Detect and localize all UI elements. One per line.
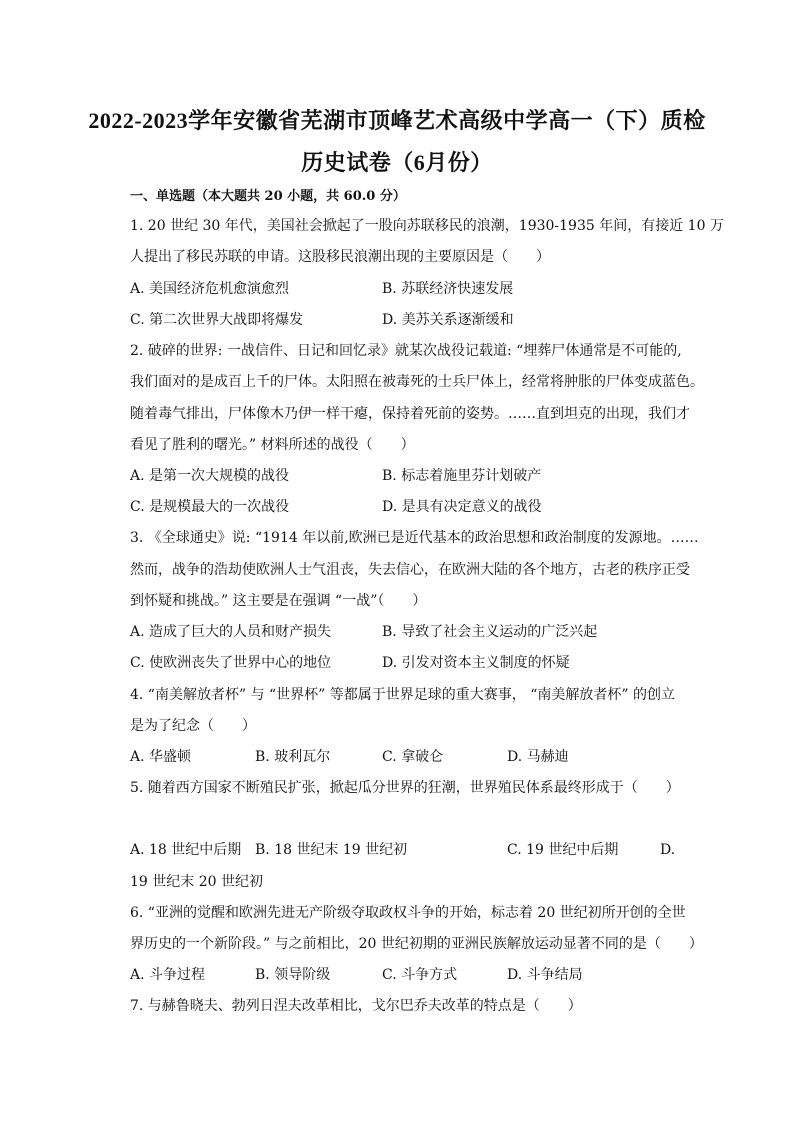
question-1-line-2: 人提出了移民苏联的申请。这股移民浪潮出现的主要原因是（ ）	[130, 249, 550, 265]
question-4-line-2: 是为了纪念（ ）	[130, 718, 256, 734]
question-1-option-d: D. 美苏关系逐渐缓和	[382, 312, 514, 328]
question-5-option-d-text: 19 世纪末 20 世纪初	[130, 874, 263, 890]
question-4-option-b: B. 玻利瓦尔	[255, 749, 331, 765]
question-5-line-1: 5. 随着西方国家不断殖民扩张，掀起瓜分世界的狂潮，世界殖民体系最终形成于（ ）	[130, 780, 680, 796]
question-3-line-2: 然而，战争的浩劫使欧洲人士气沮丧，失去信心，在欧洲大陆的各个地方，古老的秩序正受	[130, 562, 690, 578]
question-6-option-c: C. 斗争方式	[382, 967, 458, 983]
question-3-line-1: 3. 《全球通史》说: “1914 年以前,欧洲已是近代基本的政治思想和政治制度的发源地。……	[130, 530, 699, 546]
question-6-option-a: A. 斗争过程	[130, 967, 206, 983]
question-2-line-4: 看见了胜利的曙光。” 材料所述的战役（ ）	[130, 437, 415, 453]
question-4-option-c: C. 拿破仑	[382, 749, 444, 765]
question-6-line-1: 6. “亚洲的觉醒和欧洲先进无产阶级夺取政权斗争的开始，标志着 20 世纪初所开创的全世	[130, 905, 686, 921]
question-5-option-d-label: D.	[660, 842, 676, 858]
question-4-option-d: D. 马赫迪	[507, 749, 569, 765]
question-1-option-c: C. 第二次世界大战即将爆发	[130, 312, 304, 328]
question-2-option-b: B. 标志着施里芬计划破产	[382, 468, 542, 484]
question-2-option-c: C. 是规模最大的一次战役	[130, 499, 290, 515]
question-3-line-3: 到怀疑和挑战。” 这主要是在强调 “一战”（ ）	[130, 593, 427, 609]
question-4-option-a: A. 华盛顿	[130, 749, 192, 765]
section-heading: 一、单选题（本大题共 20 小题，共 60.0 分）	[130, 189, 406, 204]
exam-title-line-2: 历史试卷（6月份）	[301, 150, 493, 175]
exam-title-line-1: 2022-2023学年安徽省芜湖市顶峰艺术高级中学高一（下）质检	[88, 108, 706, 133]
question-6-option-d: D. 斗争结局	[507, 967, 583, 983]
question-2-line-3: 随着毒气排出，尸体像木乃伊一样干瘪，保持着死前的姿势。……直到坦克的出现，我们才	[130, 406, 690, 422]
question-5-option-b: B. 18 世纪末 19 世纪初	[255, 842, 408, 858]
question-3-option-d: D. 引发对资本主义制度的怀疑	[382, 655, 570, 671]
question-3-option-c: C. 使欧洲丧失了世界中心的地位	[130, 655, 332, 671]
question-1-line-1: 1. 20 世纪 30 年代，美国社会掀起了一股向苏联移民的浪潮，1930-1935 年间，有接近 10 万	[130, 218, 724, 234]
question-4-line-1: 4. “南美解放者杯” 与 “世界杯” 等都属于世界足球的重大赛事， “南美解放者杯” 的创立	[130, 687, 675, 703]
question-5-option-c: C. 19 世纪中后期	[507, 842, 619, 858]
question-5-option-a: A. 18 世纪中后期	[130, 842, 242, 858]
question-6-line-2: 界历史的一个新阶段。” 与之前相比，20 世纪初期的亚洲民族解放运动显著不同的是（ ）	[130, 936, 703, 952]
question-1-option-b: B. 苏联经济快速发展	[382, 281, 514, 297]
question-6-option-b: B. 领导阶级	[255, 967, 331, 983]
question-2-line-1: 2. 破碎的世界: 一战信件、日记和回忆录》就某次战役记载道: “埋葬尸体通常是不可能的,	[130, 343, 682, 359]
question-3-option-a: A. 造成了巨大的人员和财产损失	[130, 624, 332, 640]
question-2-line-2: 我们面对的是成百上千的尸体。太阳照在被毒死的士兵尸体上，经常将肿胀的尸体变成蓝色。	[130, 374, 704, 390]
question-1-option-a: A. 美国经济危机愈演愈烈	[130, 281, 290, 297]
question-2-option-d: D. 是具有决定意义的战役	[382, 499, 542, 515]
question-7-line-1: 7. 与赫鲁晓夫、勃列日涅夫改革相比，戈尔巴乔夫改革的特点是（ ）	[130, 998, 582, 1014]
question-2-option-a: A. 是第一次大规模的战役	[130, 468, 290, 484]
question-3-option-b: B. 导致了社会主义运动的广泛兴起	[382, 624, 598, 640]
